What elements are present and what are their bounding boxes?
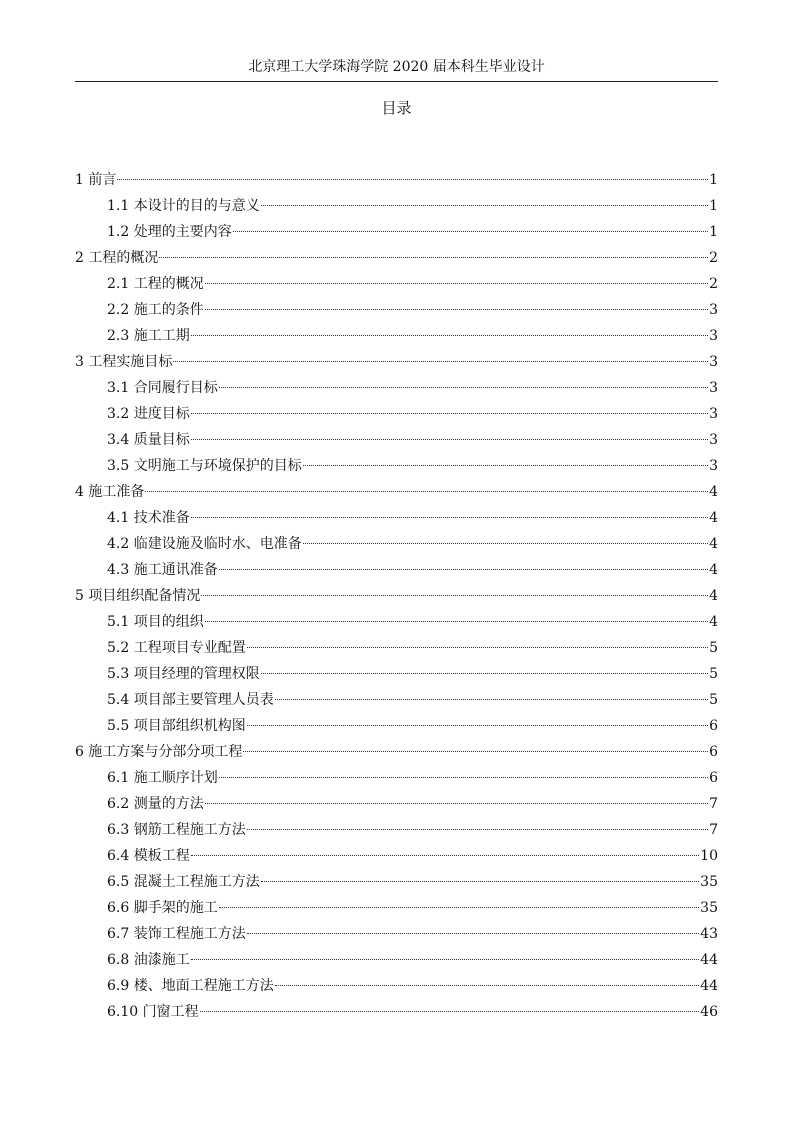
toc-entry-page-number: 1 — [709, 198, 718, 214]
toc-section-entry[interactable] — [75, 245, 718, 271]
toc-subsection-entry[interactable] — [75, 453, 718, 479]
toc-entry-page-number: 4 — [709, 484, 718, 500]
toc-entry-page-number: 1 — [709, 224, 718, 240]
toc-subsection-entry[interactable] — [75, 375, 718, 401]
toc-entry-page-number: 44 — [700, 952, 718, 968]
toc-subsection-entry[interactable] — [75, 817, 718, 843]
toc-dot-leader — [275, 985, 699, 986]
toc-subsection-entry[interactable] — [75, 531, 718, 557]
toc-dot-leader — [191, 335, 708, 336]
toc-section-entry[interactable] — [75, 739, 718, 765]
toc-subsection-entry[interactable] — [75, 687, 718, 713]
toc-entry-label: 5.4 项目部主要管理人员表 — [107, 692, 274, 708]
toc-subsection-entry[interactable] — [75, 765, 718, 791]
toc-entry-label: 4 施工准备 — [75, 484, 145, 500]
toc-dot-leader — [233, 231, 708, 232]
toc-entry-page-number: 2 — [709, 276, 718, 292]
toc-entry-page-number: 6 — [709, 744, 718, 760]
toc-dot-leader — [173, 361, 708, 362]
toc-entry-label: 6.10 门窗工程 — [107, 1004, 199, 1020]
toc-entry-label: 6.9 楼、地面工程施工方法 — [107, 978, 274, 994]
toc-dot-leader — [261, 205, 708, 206]
toc-dot-leader — [205, 803, 708, 804]
toc-entry-label: 5.1 项目的组织 — [107, 614, 204, 630]
toc-dot-leader — [219, 387, 708, 388]
toc-dot-leader — [191, 855, 699, 856]
toc-dot-leader — [219, 569, 708, 570]
toc-entry-label: 1 前言 — [75, 172, 117, 188]
toc-entry-label: 5.3 项目经理的管理权限 — [107, 666, 260, 682]
toc-entry-label: 6.2 测量的方法 — [107, 796, 204, 812]
toc-entry-page-number: 35 — [700, 900, 718, 916]
toc-dot-leader — [191, 439, 708, 440]
toc-subsection-entry[interactable] — [75, 999, 718, 1025]
toc-dot-leader — [247, 829, 708, 830]
toc-subsection-entry[interactable] — [75, 973, 718, 999]
toc-subsection-entry[interactable] — [75, 401, 718, 427]
toc-subsection-entry[interactable] — [75, 219, 718, 245]
toc-subsection-entry[interactable] — [75, 427, 718, 453]
toc-dot-leader — [303, 465, 708, 466]
toc-subsection-entry[interactable] — [75, 323, 718, 349]
toc-entry-page-number: 10 — [700, 848, 718, 864]
toc-dot-leader — [200, 1011, 700, 1012]
toc-section-entry[interactable] — [75, 479, 718, 505]
header-divider — [75, 81, 718, 82]
toc-dot-leader — [247, 647, 708, 648]
toc-entry-page-number: 7 — [709, 796, 718, 812]
toc-entry-label: 3.5 文明施工与环境保护的目标 — [107, 458, 302, 474]
toc-dot-leader — [191, 517, 708, 518]
toc-entry-label: 6.3 钢筋工程施工方法 — [107, 822, 246, 838]
toc-dot-leader — [243, 751, 708, 752]
toc-entry-page-number: 1 — [709, 172, 718, 188]
toc-entry-page-number: 44 — [700, 978, 718, 994]
toc-entry-label: 6 施工方案与分部分项工程 — [75, 744, 243, 760]
toc-dot-leader — [117, 179, 708, 180]
toc-entry-label: 6.4 模板工程 — [107, 848, 190, 864]
toc-entry-label: 3 工程实施目标 — [75, 354, 173, 370]
toc-entry-label: 1.1 本设计的目的与意义 — [107, 198, 260, 214]
toc-entry-label: 5 项目组织配备情况 — [75, 588, 201, 604]
toc-entry-label: 2 工程的概况 — [75, 250, 159, 266]
toc-entry-page-number: 3 — [709, 354, 718, 370]
toc-entry-label: 3.1 合同履行目标 — [107, 380, 218, 396]
toc-subsection-entry[interactable] — [75, 505, 718, 531]
toc-subsection-entry[interactable] — [75, 609, 718, 635]
toc-entry-page-number: 6 — [709, 770, 718, 786]
toc-entry-page-number: 4 — [709, 614, 718, 630]
toc-entry-page-number: 3 — [709, 302, 718, 318]
toc-subsection-entry[interactable] — [75, 921, 718, 947]
toc-entry-label: 5.2 工程项目专业配置 — [107, 640, 246, 656]
toc-entry-page-number: 4 — [709, 562, 718, 578]
toc-entry-label: 3.4 质量目标 — [107, 432, 190, 448]
toc-dot-leader — [205, 621, 708, 622]
toc-dot-leader — [191, 959, 699, 960]
toc-subsection-entry[interactable] — [75, 713, 718, 739]
toc-entry-page-number: 43 — [700, 926, 718, 942]
table-of-contents — [75, 167, 718, 1025]
toc-entry-page-number: 4 — [709, 536, 718, 552]
toc-entry-label: 4.1 技术准备 — [107, 510, 190, 526]
toc-dot-leader — [205, 309, 708, 310]
toc-entry-label: 2.2 施工的条件 — [107, 302, 204, 318]
toc-entry-page-number: 4 — [709, 588, 718, 604]
toc-dot-leader — [159, 257, 708, 258]
toc-entry-label: 4.2 临建设施及临时水、电准备 — [107, 536, 302, 552]
toc-dot-leader — [191, 413, 708, 414]
toc-dot-leader — [145, 491, 708, 492]
toc-subsection-entry[interactable] — [75, 297, 718, 323]
toc-subsection-entry[interactable] — [75, 661, 718, 687]
toc-entry-page-number: 3 — [709, 432, 718, 448]
running-header: 北京理工大学珠海学院 2020 届本科生毕业设计 — [248, 59, 545, 75]
toc-dot-leader — [275, 699, 708, 700]
toc-dot-leader — [247, 933, 699, 934]
toc-entry-label: 2.1 工程的概况 — [107, 276, 204, 292]
toc-dot-leader — [303, 543, 708, 544]
toc-entry-label: 6.7 装饰工程施工方法 — [107, 926, 246, 942]
toc-entry-page-number: 3 — [709, 328, 718, 344]
toc-section-entry[interactable] — [75, 349, 718, 375]
toc-entry-label: 5.5 项目部组织机构图 — [107, 718, 246, 734]
toc-entry-label: 3.2 进度目标 — [107, 406, 190, 422]
toc-entry-page-number: 4 — [709, 510, 718, 526]
toc-section-entry[interactable] — [75, 167, 718, 193]
toc-subsection-entry[interactable] — [75, 843, 718, 869]
toc-dot-leader — [219, 907, 699, 908]
toc-dot-leader — [219, 777, 708, 778]
toc-entry-page-number: 5 — [709, 666, 718, 682]
toc-dot-leader — [261, 673, 708, 674]
toc-subsection-entry[interactable] — [75, 635, 718, 661]
toc-section-entry[interactable] — [75, 583, 718, 609]
toc-entry-page-number: 7 — [709, 822, 718, 838]
toc-entry-label: 6.5 混凝土工程施工方法 — [107, 874, 260, 890]
toc-entry-label: 6.6 脚手架的施工 — [107, 900, 218, 916]
toc-dot-leader — [201, 595, 708, 596]
toc-subsection-entry[interactable] — [75, 557, 718, 583]
toc-entry-label: 4.3 施工通讯准备 — [107, 562, 218, 578]
toc-subsection-entry[interactable] — [75, 947, 718, 973]
toc-entry-page-number: 3 — [709, 406, 718, 422]
toc-entry-page-number: 5 — [709, 692, 718, 708]
toc-entry-page-number: 3 — [709, 458, 718, 474]
toc-entry-page-number: 3 — [709, 380, 718, 396]
toc-title: 目录 — [381, 99, 412, 117]
toc-entry-label: 1.2 处理的主要内容 — [107, 224, 232, 240]
toc-subsection-entry[interactable] — [75, 895, 718, 921]
toc-dot-leader — [247, 725, 708, 726]
toc-subsection-entry[interactable] — [75, 193, 718, 219]
toc-dot-leader — [261, 881, 699, 882]
toc-entry-label: 6.1 施工顺序计划 — [107, 770, 218, 786]
toc-subsection-entry[interactable] — [75, 791, 718, 817]
toc-entry-page-number: 6 — [709, 718, 718, 734]
toc-subsection-entry[interactable] — [75, 869, 718, 895]
toc-entry-label: 2.3 施工工期 — [107, 328, 190, 344]
toc-entry-page-number: 5 — [709, 640, 718, 656]
toc-entry-page-number: 2 — [709, 250, 718, 266]
toc-entry-page-number: 35 — [700, 874, 718, 890]
toc-entry-label: 6.8 油漆施工 — [107, 952, 190, 968]
toc-entry-page-number: 46 — [700, 1004, 718, 1020]
toc-subsection-entry[interactable] — [75, 271, 718, 297]
toc-dot-leader — [205, 283, 708, 284]
